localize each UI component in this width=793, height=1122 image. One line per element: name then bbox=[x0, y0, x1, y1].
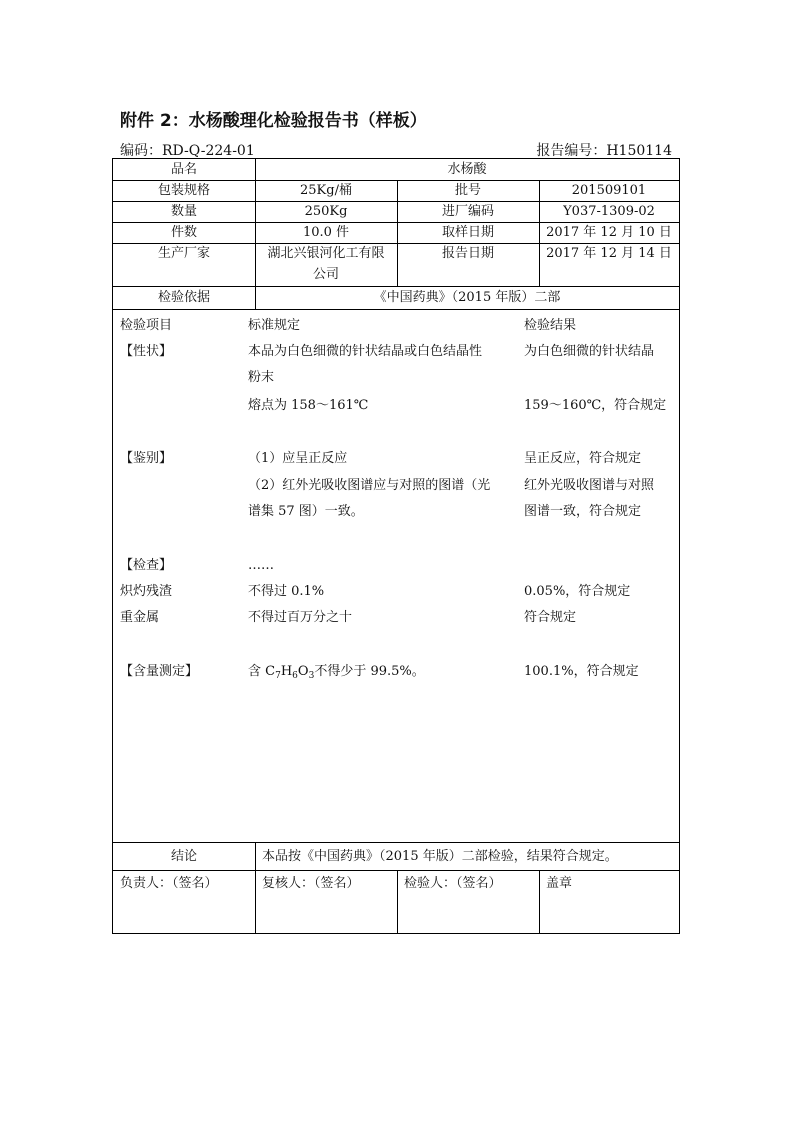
report-number: 报告编号：H150114 bbox=[536, 143, 672, 159]
pieces-value: 10.0 件 bbox=[302, 225, 350, 240]
check-label: 【检查】 bbox=[120, 558, 173, 573]
quantity-value: 250Kg bbox=[304, 204, 348, 219]
col-header-result: 检验结果 bbox=[524, 318, 577, 333]
conclusion-label: 结论 bbox=[170, 849, 197, 864]
document-title: 附件 2：水杨酸理化检验报告书（样板） bbox=[120, 111, 427, 131]
assay-subscript: 7 bbox=[275, 671, 281, 681]
identification-2-standard-line-2: 谱集 57 图）一致。 bbox=[248, 504, 364, 519]
assay-formula-prefix: 含 C bbox=[248, 664, 276, 679]
quantity-label: 数量 bbox=[170, 204, 197, 219]
conclusion-text: 本品按《中国药典》（2015 年版）二部检验，结果符合规定。 bbox=[262, 849, 618, 864]
identification-1-standard: （1）应呈正反应 bbox=[248, 451, 348, 466]
seal-field: 盖章 bbox=[546, 876, 573, 891]
responsible-signature: 负责人：（签名） bbox=[120, 876, 218, 891]
manufacturer-line-2: 公司 bbox=[312, 267, 339, 282]
check-standard: …… bbox=[248, 558, 274, 573]
residue-standard: 不得过 0.1% bbox=[248, 584, 325, 599]
heavy-metal-standard: 不得过百万分之十 bbox=[248, 610, 353, 625]
assay-subscript: 3 bbox=[308, 671, 315, 681]
identification-2-result-line-1: 红外光吸收图谱与对照 bbox=[524, 478, 655, 493]
report-table bbox=[112, 158, 680, 934]
document-code: 编码：RD-Q-224-01 bbox=[120, 143, 255, 159]
batch-label: 批号 bbox=[454, 183, 481, 198]
row-divider bbox=[113, 309, 679, 310]
report-date-label: 报告日期 bbox=[441, 246, 494, 261]
identification-label: 【鉴别】 bbox=[120, 451, 173, 466]
col-divider bbox=[539, 870, 540, 933]
appearance-label: 【性状】 bbox=[120, 344, 173, 359]
entry-code-label: 进厂编码 bbox=[441, 204, 494, 219]
entry-code-value: Y037-1309-02 bbox=[563, 204, 655, 219]
reviewer-signature: 复核人：（签名） bbox=[262, 876, 360, 891]
heavy-metal-label: 重金属 bbox=[120, 610, 160, 625]
identification-2-result-line-2: 图谱一致，符合规定 bbox=[524, 504, 642, 519]
manufacturer-label: 生产厂家 bbox=[157, 246, 210, 261]
assay-result: 100.1%，符合规定 bbox=[524, 664, 639, 679]
assay-subscript: 6 bbox=[292, 671, 298, 681]
row-divider bbox=[113, 870, 679, 871]
appearance-result: 为白色细微的针状结晶 bbox=[524, 344, 655, 359]
col-header-standard: 标准规定 bbox=[248, 318, 301, 333]
assay-label: 【含量测定】 bbox=[120, 664, 199, 679]
col-divider bbox=[255, 842, 256, 933]
product-name: 水杨酸 bbox=[447, 162, 487, 177]
sampling-date-label: 取样日期 bbox=[441, 225, 494, 240]
manufacturer-line-1: 湖北兴银河化工有限 bbox=[267, 246, 385, 261]
melting-point-standard: 熔点为 158～161℃ bbox=[248, 398, 369, 413]
identification-2-standard-line-1: （2）红外光吸收图谱应与对照的图谱（光 bbox=[248, 478, 491, 493]
spec-label: 包装规格 bbox=[157, 183, 210, 198]
melting-point-result: 159～160℃，符合规定 bbox=[524, 398, 667, 413]
assay-formula-suffix: 不得少于 99.5%。 bbox=[314, 664, 425, 679]
basis-label: 检验依据 bbox=[157, 290, 210, 305]
batch-value: 201509101 bbox=[571, 183, 647, 198]
appearance-standard-line-2: 粉末 bbox=[248, 370, 275, 385]
spec-value: 25Kg/桶 bbox=[300, 183, 352, 198]
basis-value: 《中国药典》（2015 年版）二部 bbox=[373, 290, 561, 305]
inspector-signature: 检验人：（签名） bbox=[404, 876, 502, 891]
assay-standard bbox=[248, 659, 425, 685]
identification-1-result: 呈正反应，符合规定 bbox=[524, 451, 642, 466]
col-header-item: 检验项目 bbox=[120, 318, 173, 333]
residue-result: 0.05%，符合规定 bbox=[524, 584, 631, 599]
report-date-value: 2017 年 12 月 14 日 bbox=[546, 246, 672, 261]
appearance-standard-line-1: 本品为白色细微的针状结晶或白色结晶性 bbox=[248, 344, 483, 359]
product-name-label: 品名 bbox=[170, 162, 197, 177]
residue-label: 炽灼残渣 bbox=[120, 584, 173, 599]
col-divider bbox=[397, 870, 398, 933]
sampling-date-value: 2017 年 12 月 10 日 bbox=[546, 225, 672, 240]
assay-formula-o: O bbox=[297, 664, 309, 679]
heavy-metal-result: 符合规定 bbox=[524, 610, 577, 625]
pieces-label: 件数 bbox=[170, 225, 197, 240]
assay-formula-h: H bbox=[280, 664, 293, 679]
